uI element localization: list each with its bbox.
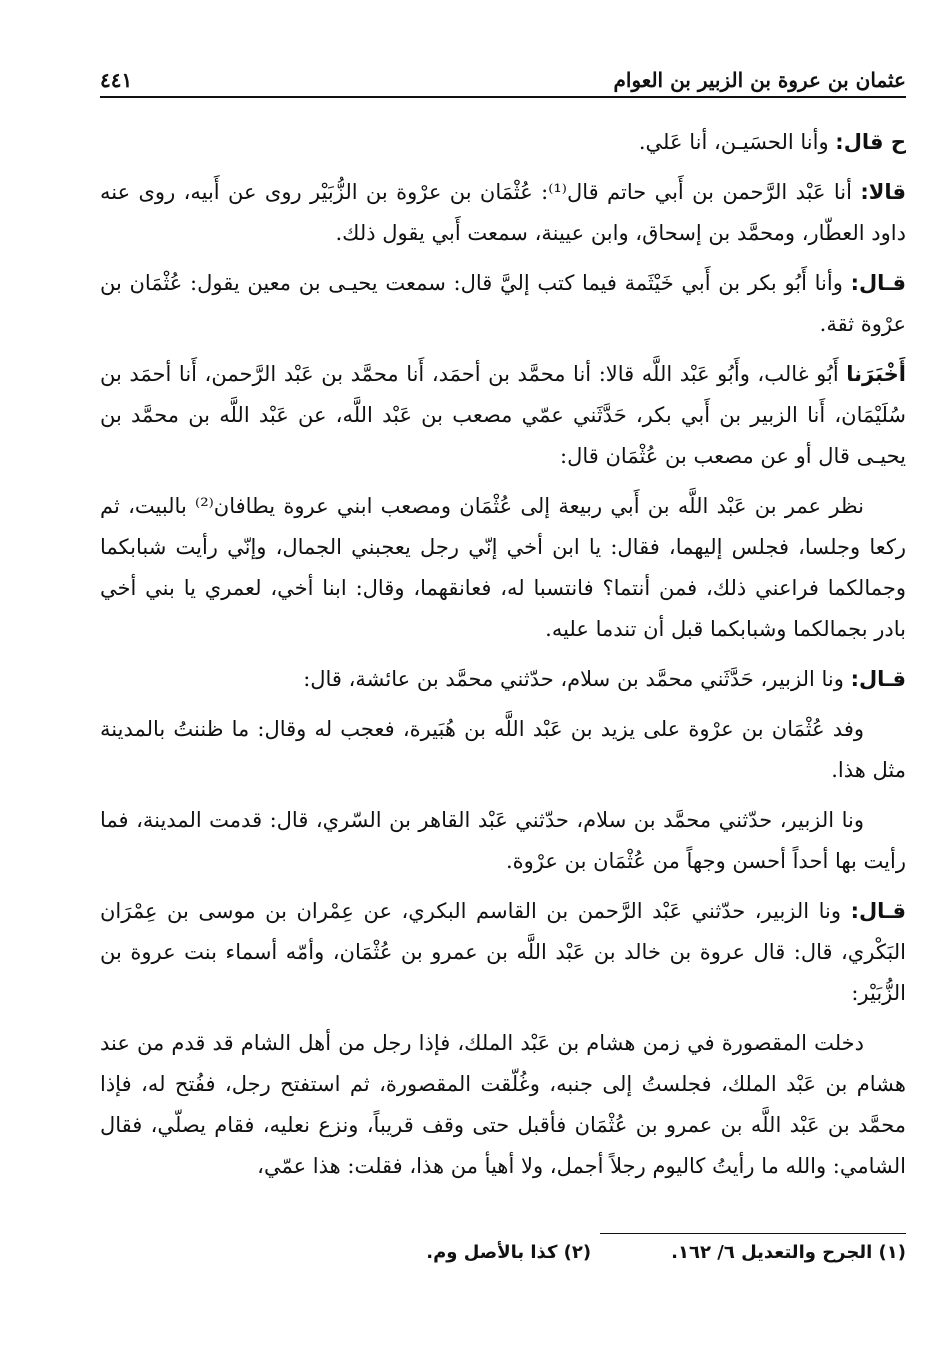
page-number: ٤٤١	[100, 68, 133, 92]
paragraph-text: أنا عَبْد الرَّحمن بن أَبي حاتم قال⁽¹⁾: عُثْمَان بن عرْوة بن الزُّبَيْر روى عن أَبيه، روى عنه داود العطّار، ومحمَّد بن إسحاق، وابن عيينة، سمعت أَبي يقول ذلك.	[100, 180, 906, 245]
footnote-1: (١) الجرح والتعديل ٦/ ١٦٢.	[671, 1242, 906, 1263]
paragraph-2	[100, 172, 906, 254]
paragraph-4	[100, 354, 906, 477]
paragraph-lead: قـال:	[850, 271, 906, 295]
paragraph-5	[100, 486, 906, 650]
paragraph-text: ونا الزبير، حَدَّثَني محمَّد بن سلام، حدّثني محمَّد بن عائشة، قال:	[303, 667, 851, 691]
paragraph-text: وأنا الحسَيـن، أنا عَلي.	[638, 130, 836, 154]
paragraph-lead: قالا:	[860, 180, 906, 204]
paragraph-9	[100, 891, 906, 1014]
paragraph-lead: ح قال:	[835, 130, 906, 154]
paragraph-text: ونا الزبير، حدّثني محمَّد بن سلام، حدّثني عَبْد القاهر بن السّري، قال: قدمت المدينة، فما رأيت بها أحداً أحسن وجهاً من عُثْمَان بن عرْوة.	[100, 808, 906, 873]
paragraph-text: وفد عُثْمَان بن عرْوة على يزيد بن عَبْد اللَّه بن هُبَيرة، فعجب له وقال: ما ظننتُ بالمدينة مثل هذا.	[100, 717, 906, 782]
paragraph-text: نظر عمر بن عَبْد اللَّه بن أَبي ربيعة إلى عُثْمَان ومصعب ابني عروة يطافان⁽²⁾ بالبيت، ثم ركعا وجلسا، فجلس إليهما، فقال: يا ابن أخي إنّي رجل يعجبني الجمال، وإنّي رأيت شبابكما وجمالكما فراعني ذلك، فمن أنتما؟ فانتسبا له، فعانقهما، وقال: ابنا أخي، لعمري يا بني أخي بادر بجمالكما وشبابكما قبل أن تندما عليه.	[100, 494, 906, 641]
paragraph-3	[100, 263, 906, 345]
paragraph-lead: أَخْبَرَنا	[846, 362, 906, 386]
paragraph-text: ونا الزبير، حدّثني عَبْد الرَّحمن بن القاسم البكري، عن عِمْران بن موسى بن عِمْرَان البَكْري، قال: قال عروة بن خالد بن عَبْد اللَّه بن عمرو بن عُثْمَان، وأمّه أسماء بنت عروة بن الزُّبَيْر:	[100, 899, 906, 1005]
footnotes	[100, 1242, 906, 1263]
paragraph-text: أَبُو غالب، وأَبُو عَبْد اللَّه قالا: أنا محمَّد بن أحمَد، أَنا محمَّد بن عَبْد الرَّحمن، أَنا أحمَد بن سُلَيْمَان، أَنا الزبير بن أَبي بكر، حَدَّثَني عمّي مصعب بن عَبْد اللَّه، عن عَبْد اللَّه بن محمَّد بن يحيـى قال أو عن مصعب بن عُثْمَان قال:	[100, 362, 906, 468]
paragraph-lead: قـال:	[850, 899, 906, 923]
header-rule	[100, 96, 906, 98]
paragraph-6	[100, 659, 906, 700]
body-text	[100, 122, 906, 1196]
paragraph-text: دخلت المقصورة في زمن هشام بن عَبْد الملك، فإذا رجل من أهل الشام قد قدم من عند هشام بن عَبْد الملك، فجلستُ إلى جنبه، وغُلّقت المقصورة، ثم استفتح رجل، ففُتح له، فإذا محمَّد بن عَبْد اللَّه بن عمرو بن عُثْمَان فأقبل حتى وقف قريباً، ونزع نعليه، فقام يصلّي، فقال الشامي: والله ما رأيتُ كاليوم رجلاً أجمل، ولا أهيأ من هذا، فقلت: هذا عمّي،	[100, 1031, 906, 1178]
footnote-2: (٢) كذا بالأصل وم.	[426, 1242, 592, 1263]
paragraph-10	[100, 1023, 906, 1187]
paragraph-8	[100, 800, 906, 882]
page-header	[100, 58, 906, 92]
paragraph-7	[100, 709, 906, 791]
paragraph-1	[100, 122, 906, 163]
running-title: عثمان بن عروة بن الزبير بن العوام	[613, 68, 906, 92]
footnote-rule	[600, 1233, 906, 1234]
paragraph-text: وأنا أَبُو بكر بن أَبي خَيْثَمة فيما كتب إليَّ قال: سمعت يحيـى بن معين يقول: عُثْمَان بن عرْوة ثقة.	[100, 271, 906, 336]
paragraph-lead: قـال:	[850, 667, 906, 691]
